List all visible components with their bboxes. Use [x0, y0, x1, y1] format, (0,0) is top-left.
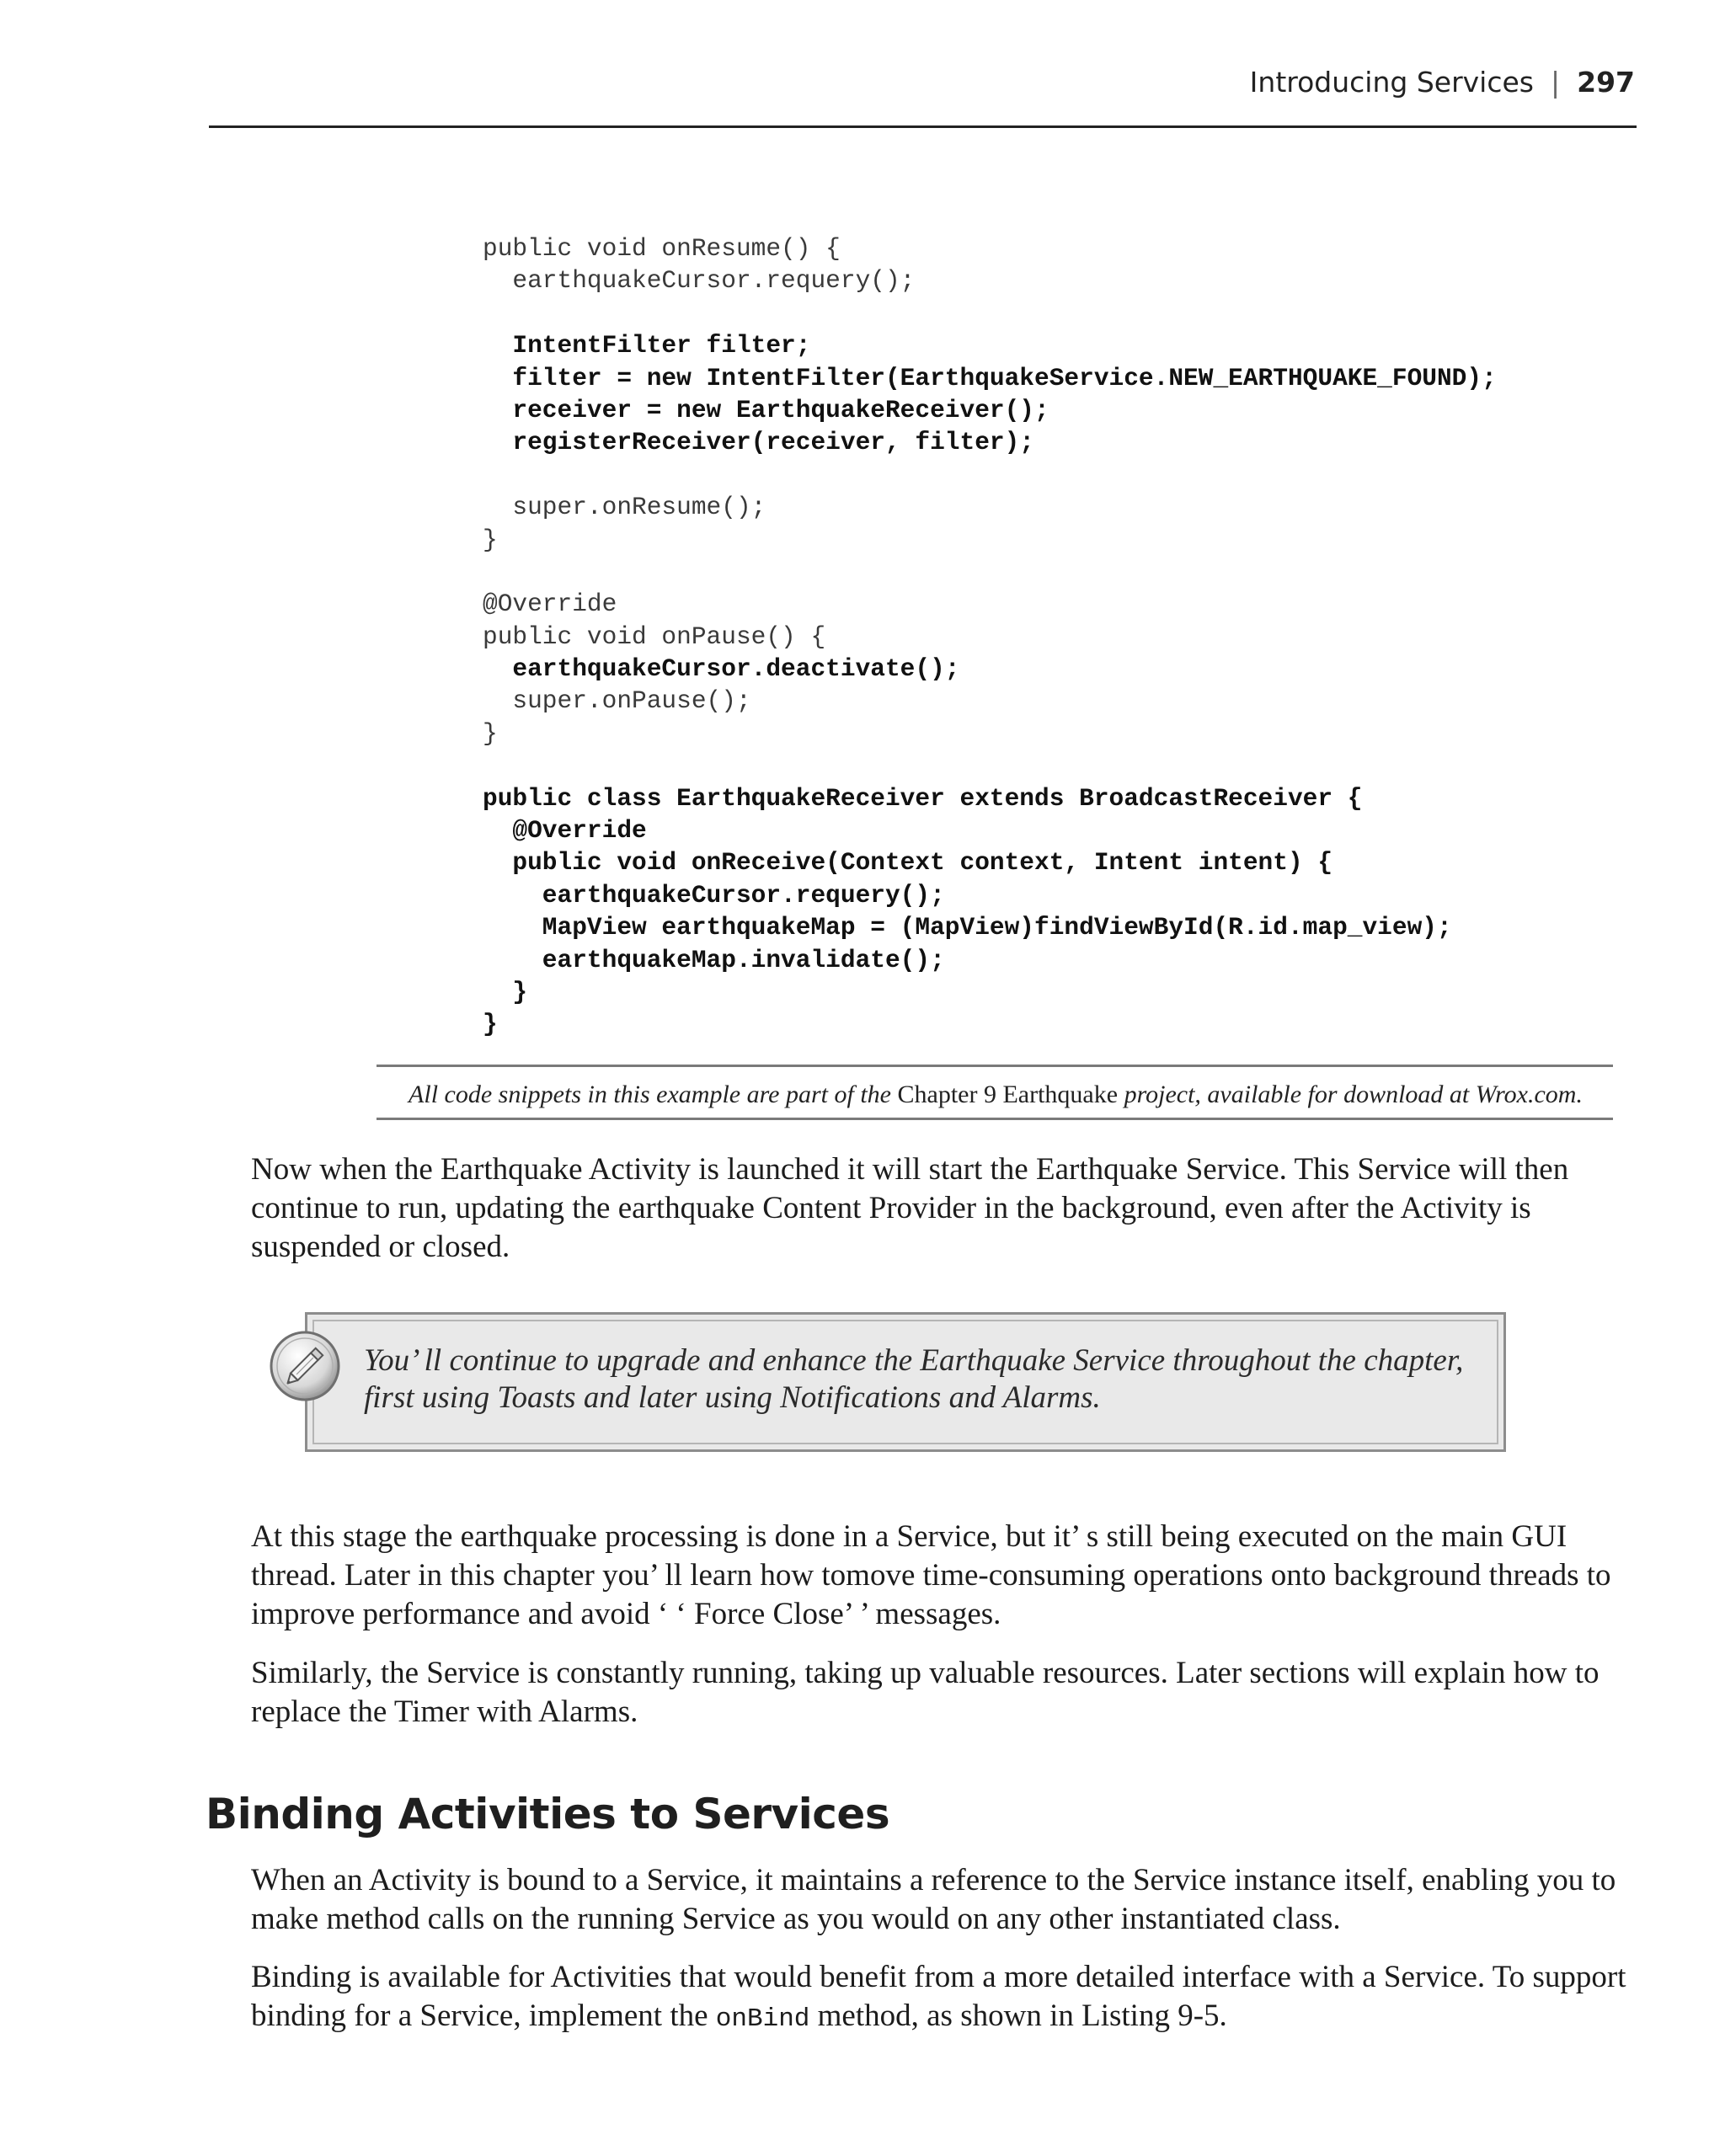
running-header-separator: |	[1550, 66, 1561, 99]
running-header	[1250, 66, 1635, 99]
caption-part-3: project, available for download at Wrox.com.	[1118, 1081, 1583, 1108]
code-line: earthquakeMap.invalidate();	[483, 945, 945, 974]
paragraph-bound-activity: When an Activity is bound to a Service, it maintains a reference to the Service instance itself, enabling you to make method calls on the running Service as you would on any other instantiated class.	[251, 1863, 1616, 1936]
code-line: public void onPause() {	[483, 622, 826, 651]
paragraph-binding-onbind	[251, 1958, 1632, 2039]
code-line: registerReceiver(receiver, filter);	[483, 428, 1035, 457]
section-heading: Binding Activities to Services	[206, 1790, 890, 1838]
paragraph-binding-text-before: Binding is available for Activities that would benefit from a more detailed interface with a Service. To support binding for a Service, implement the	[251, 1960, 1626, 2033]
running-header-title: Introducing Services	[1249, 66, 1534, 99]
code-line: super.onResume();	[483, 493, 766, 522]
paragraph-timer-alarms: Similarly, the Service is constantly running, taking up valuable resources. Later sections will explain how to replace the Timer with Alarms.	[251, 1656, 1599, 1729]
code-line: public void onResume() {	[483, 234, 841, 263]
code-line: }	[483, 1010, 498, 1039]
note-text: You’ ll continue to upgrade and enhance the Earthquake Service throughout the chapter, first using Toasts and later using Notifications and Alarms.	[364, 1343, 1464, 1415]
pencil-icon	[268, 1329, 342, 1403]
paragraph-gui-thread: At this stage the earthquake processing is done in a Service, but it’ s still being executed on the main GUI thread. Later in this chapter you’ ll learn how tomove time-consuming operations onto background threads to improve performance and avoid ‘ ‘ Force Close’ ’ messages.	[251, 1519, 1611, 1631]
code-line: }	[483, 525, 498, 554]
page-number: 297	[1577, 66, 1635, 99]
inline-code-onbind: onBind	[715, 2004, 810, 2034]
code-line	[483, 459, 1497, 491]
code-line: earthquakeCursor.requery();	[483, 266, 916, 296]
code-line: }	[483, 718, 498, 748]
code-line: public void onReceive(Context context, Intent intent) {	[483, 848, 1333, 878]
caption-top-rule	[377, 1065, 1613, 1067]
caption-part-1: All code snippets in this example are part of the	[409, 1081, 898, 1108]
code-line	[483, 297, 1497, 329]
code-line: IntentFilter filter;	[483, 331, 811, 360]
code-line: receiver = new EarthquakeReceiver();	[483, 395, 1049, 424]
code-line: filter = new IntentFilter(EarthquakeService.NEW_EARTHQUAKE_FOUND);	[483, 363, 1497, 392]
code-line: super.onPause();	[483, 686, 751, 716]
code-line: }	[483, 977, 528, 1006]
code-caption	[378, 1081, 1613, 1109]
code-line: public class EarthquakeReceiver extends BroadcastReceiver {	[483, 783, 1363, 813]
code-listing	[483, 232, 1497, 1041]
code-line	[483, 556, 1497, 588]
paragraph-service-launch: Now when the Earthquake Activity is launched it will start the Earthquake Service. This Service will then continue to run, updating the earthquake Content Provider in the background, even after the Activity is suspended or closed.	[251, 1152, 1569, 1264]
code-line	[483, 750, 1497, 782]
code-line: MapView earthquakeMap = (MapView)findViewById(R.id.map_view);	[483, 913, 1452, 942]
paragraph-binding-text-after: method, as shown in Listing 9-5.	[809, 1999, 1227, 2033]
header-rule	[209, 125, 1637, 128]
code-line: earthquakeCursor.deactivate();	[483, 654, 960, 684]
code-line: @Override	[483, 590, 617, 619]
code-line: earthquakeCursor.requery();	[483, 880, 945, 910]
code-line: @Override	[483, 816, 647, 846]
caption-project-name: Chapter 9 Earthquake	[897, 1081, 1119, 1108]
caption-bottom-rule	[377, 1118, 1613, 1120]
